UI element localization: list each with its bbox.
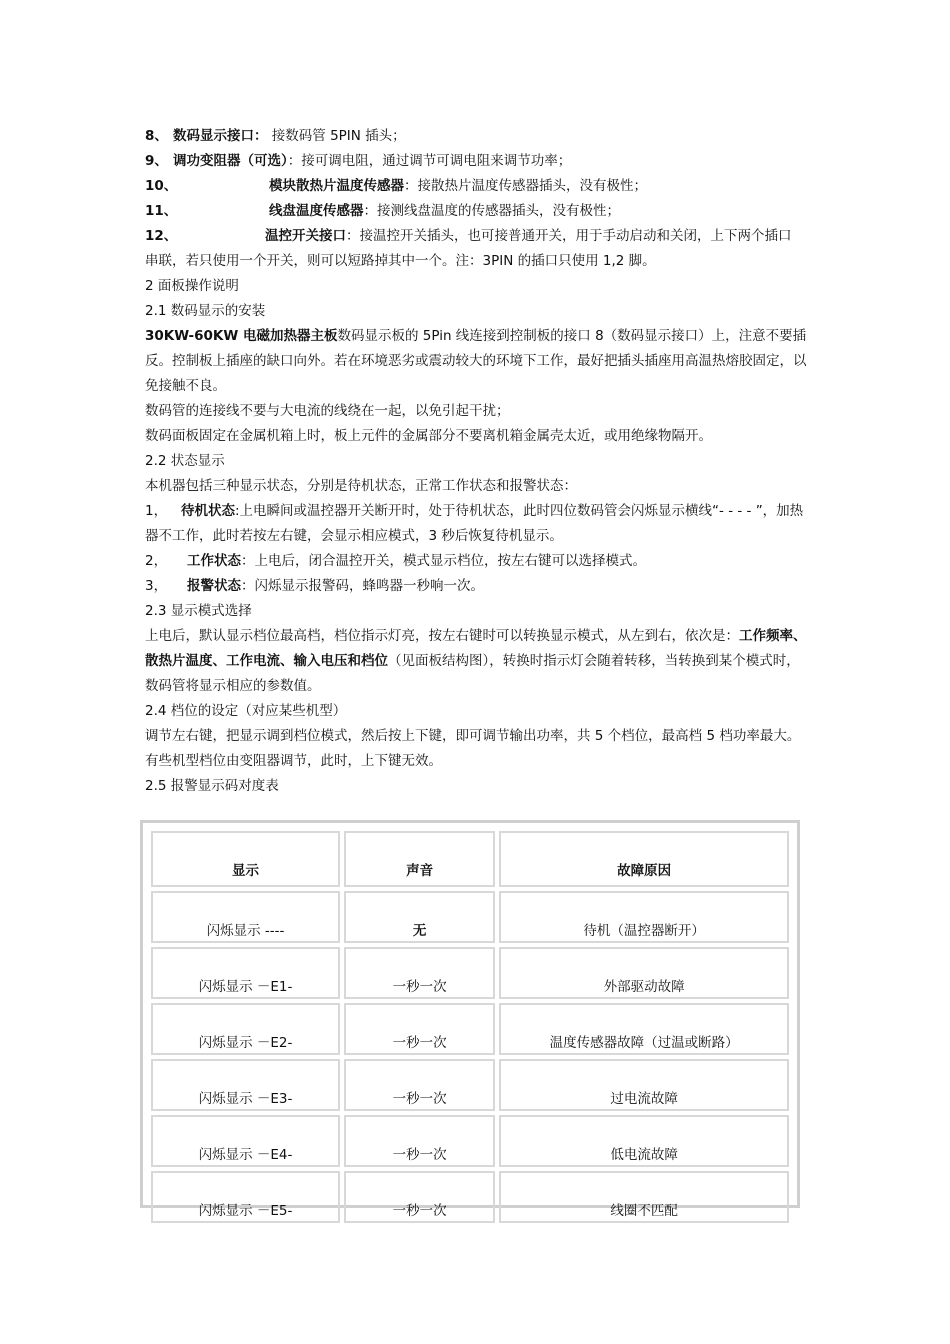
section-heading-2-5: 2.5 报警显示码对度表 (145, 778, 279, 794)
table-row (151, 891, 789, 943)
interface-item-8 (145, 124, 810, 149)
item-text: ：接可调电阻，通过调节可调电阻来调节功率； (287, 153, 572, 169)
section-heading-2-3: 2.3 显示模式选择 (145, 603, 252, 619)
interface-item-11 (145, 199, 810, 224)
item-number: 3， (145, 578, 168, 594)
section-heading-2-1: 2.1 数码显示的安装 (145, 303, 266, 319)
item-label: 温控开关接口 (265, 228, 346, 244)
item-number: 2， (145, 553, 168, 569)
status-standby (145, 499, 810, 549)
paragraph-2-2: 本机器包括三种显示状态，分别是待机状态，正常工作状态和报警状态： (145, 478, 577, 494)
status-text: ：上电后，闭合温控开关，模式显示档位，按左右键可以选择模式。 (241, 553, 646, 569)
item-label: 模块散热片温度传感器 (269, 178, 404, 194)
cell-sound: 无 (344, 891, 495, 943)
cell-display: 闪烁显示 ---- (151, 891, 340, 943)
section-heading-2-2: 2.2 状态显示 (145, 453, 225, 469)
paragraph-mounting-note: 数码面板固定在金属机箱上时，板上元件的金属部分不要离机箱金属壳太近，或用绝缘物隔开。 (145, 428, 712, 444)
table-row (151, 1115, 789, 1167)
mode-list: 工作频率、散热片温度、工作电流、输入电压和档位 (145, 628, 807, 669)
interface-item-9 (145, 149, 810, 174)
cell-display: 闪烁显示 －E5- (151, 1171, 340, 1223)
cell-display: 闪烁显示 －E2- (151, 1003, 340, 1055)
cell-cause: 外部驱动故障 (499, 947, 789, 999)
status-alarm (145, 574, 810, 599)
cell-sound: 一秒一次 (344, 1059, 495, 1111)
paragraph-wiring-note: 数码管的连接线不要与大电流的线绕在一起，以免引起干扰； (145, 403, 510, 419)
item-label: 调功变阻器（可选） (173, 153, 288, 169)
interface-item-12 (145, 224, 810, 249)
cell-cause: 待机（温控器断开） (499, 891, 789, 943)
status-label: 报警状态 (187, 578, 241, 594)
cell-display: 闪烁显示 －E1- (151, 947, 340, 999)
item-number: 1， (145, 503, 168, 519)
column-header-display: 显示 (151, 831, 340, 887)
paragraph-text: 上电后，默认显示档位最高档，档位指示灯亮，按左右键时可以转换显示模式，从左到右，依次是： (145, 628, 739, 644)
table-row (151, 1171, 789, 1223)
cell-sound: 一秒一次 (344, 947, 495, 999)
cell-cause: 低电流故障 (499, 1115, 789, 1167)
section-heading-2: 2 面板操作说明 (145, 278, 239, 294)
status-text: ：闪烁显示报警码，蜂鸣器一秒响一次。 (241, 578, 484, 594)
item-number: 8、 (145, 128, 168, 144)
status-label: 工作状态 (187, 553, 241, 569)
paragraph-2-4: 调节左右键，把显示调到档位模式，然后按上下键，即可调节输出功率，共 5 个档位，最高档 5 档功率最大。有些机型档位由变阻器调节，此时，上下键无效。 (145, 728, 801, 769)
cell-display: 闪烁显示 －E3- (151, 1059, 340, 1111)
cell-cause: 线圈不匹配 (499, 1171, 789, 1223)
table-row (151, 947, 789, 999)
interface-item-10 (145, 174, 810, 199)
cell-cause: 温度传感器故障（过温或断路） (499, 1003, 789, 1055)
status-text: :上电瞬间或温控器开关断开时，处于待机状态，此时四位数码管会闪烁显示横线“- - - - ”，加热器不工作，此时若按左右键，会显示相应模式，3 秒后恢复待机显示。 (145, 503, 804, 544)
cell-display: 闪烁显示 －E4- (151, 1115, 340, 1167)
item-text: ：接测线盘温度的传感器插头，没有极性； (363, 203, 620, 219)
alarm-table (147, 827, 793, 1227)
section-heading-2-4: 2.4 档位的设定（对应某些机型） (145, 703, 347, 719)
paragraph-2-1 (145, 324, 810, 399)
item-label: 线盘温度传感器 (269, 203, 364, 219)
column-header-cause: 故障原因 (499, 831, 789, 887)
item-number: 12、 (145, 228, 178, 244)
cell-cause: 过电流故障 (499, 1059, 789, 1111)
paragraph-2-3 (145, 624, 810, 699)
item-number: 10、 (145, 178, 178, 194)
status-working (145, 549, 810, 574)
item-label: 数码显示接口： (173, 128, 268, 144)
document-body (145, 124, 810, 799)
item-text: 接数码管 5PIN 插头； (267, 128, 406, 144)
cell-sound: 一秒一次 (344, 1003, 495, 1055)
cell-sound: 一秒一次 (344, 1115, 495, 1167)
paragraph-text: 数码显示板的 5Pin 线连接到控制板的接口 8（数码显示接口）上，注意不要插反。控制板上插座的缺口向外。若在环境恶劣或震动较大的环境下工作，最好把插头插座用高温热熔胶固定，以免接触不良。 (145, 328, 807, 394)
item-number: 9、 (145, 153, 168, 169)
table-row (151, 1059, 789, 1111)
item-text: ：接温控开关插头，也可接普通开关，用于手动启动和关闭，上下两个插口 (346, 228, 792, 244)
interface-item-12-continued: 串联，若只使用一个开关，则可以短路掉其中一个。注：3PIN 的插口只使用 1,2 脚。 (145, 253, 656, 269)
item-number: 11、 (145, 203, 178, 219)
alarm-code-table (140, 820, 800, 1219)
board-name: 30KW-60KW 电磁加热器主板 (145, 328, 338, 344)
column-header-sound: 声音 (344, 831, 495, 887)
item-text: ：接散热片温度传感器插头，没有极性； (404, 178, 647, 194)
paragraph-text: （见面板结构图），转换时指示灯会随着转移，当转换到某个模式时，数码管将显示相应的参数值。 (145, 653, 800, 694)
table-row (151, 1003, 789, 1055)
status-label: 待机状态 (181, 503, 235, 519)
cell-sound: 一秒一次 (344, 1171, 495, 1223)
table-header-row (151, 831, 789, 887)
